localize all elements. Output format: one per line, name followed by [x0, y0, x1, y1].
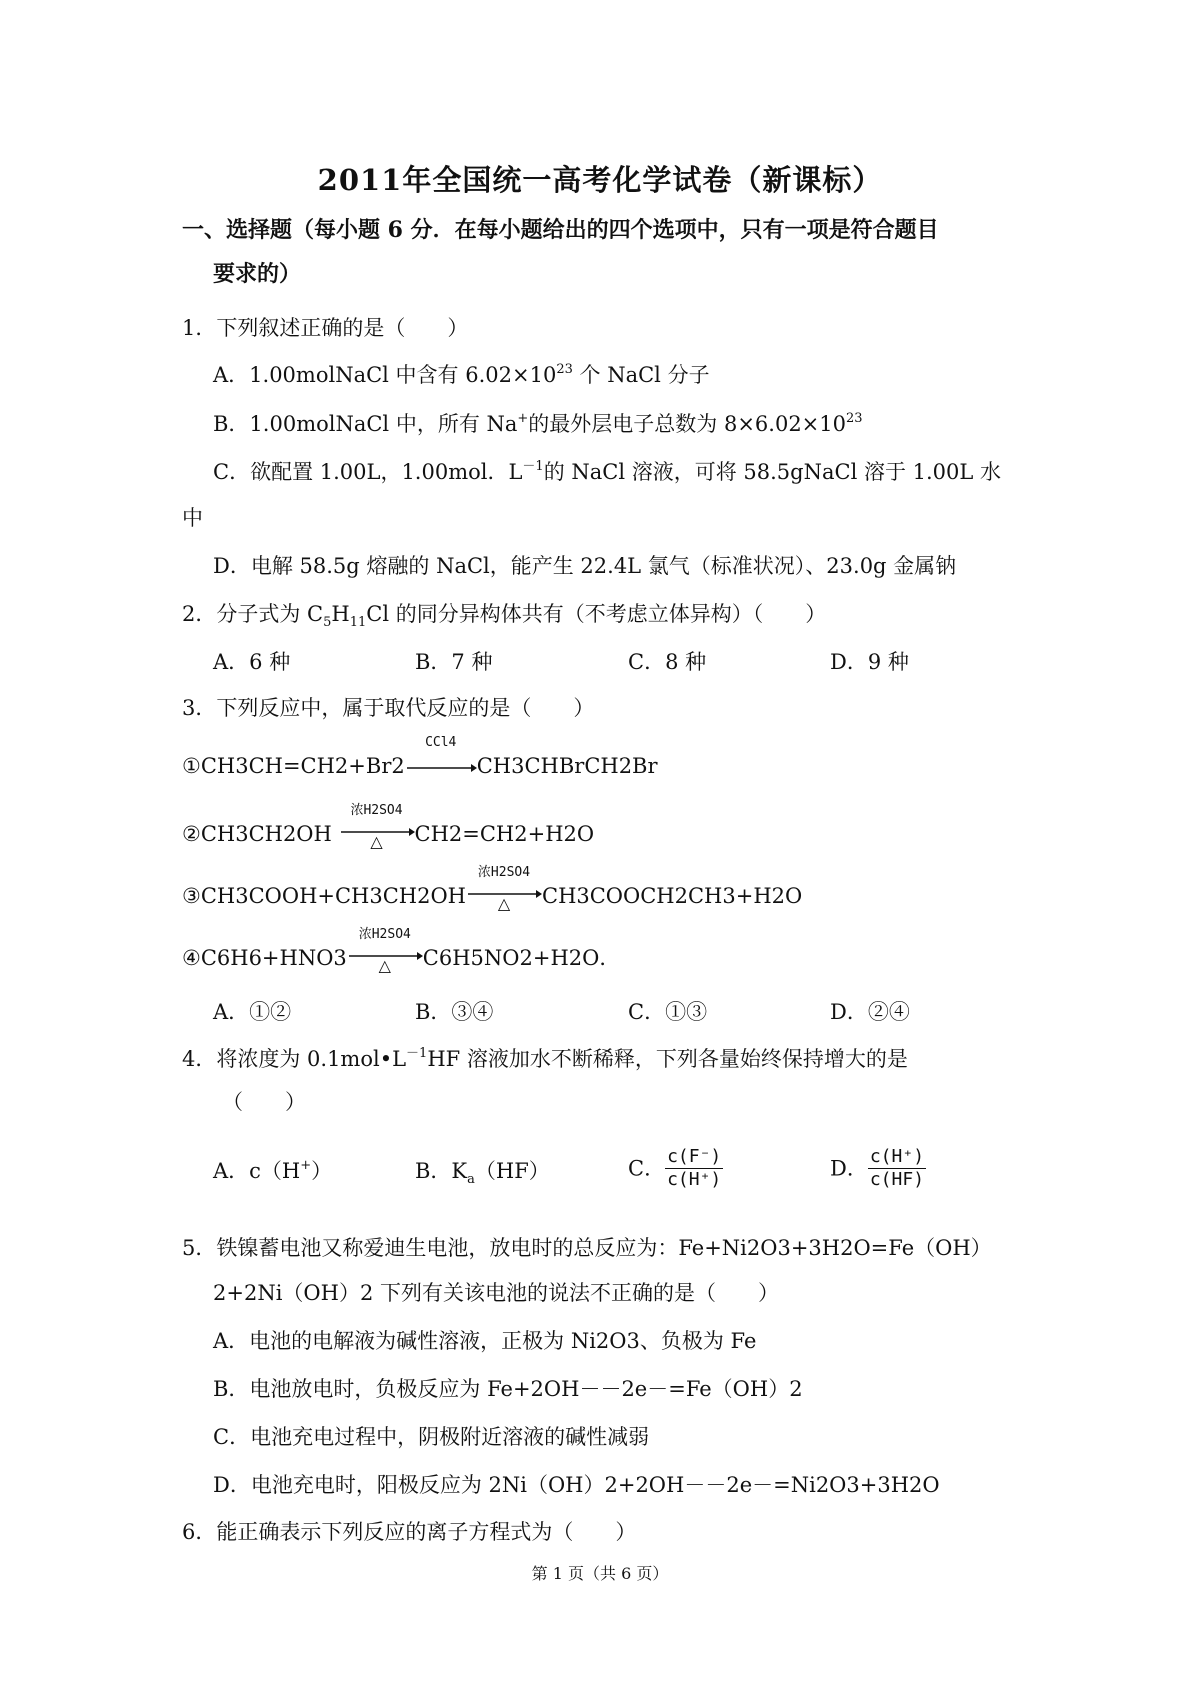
q1-option-a	[213, 361, 710, 389]
reaction-arrow-icon	[347, 926, 423, 975]
q1-a-text-end: 个 NaCl 分子	[572, 363, 710, 387]
q1-option-c	[213, 458, 1001, 486]
q1-c-sup: －1	[522, 459, 544, 474]
q4-stem	[182, 1045, 908, 1073]
q4-a-text-end: ）	[311, 1159, 333, 1183]
q2-stem-h: H	[331, 602, 350, 626]
q2-option-b: B．7 种	[415, 650, 493, 674]
q4-c-fraction	[665, 1146, 723, 1191]
q4-c-denominator: c(H⁺)	[667, 1169, 722, 1190]
q3-option-b: B．③④	[415, 1000, 494, 1024]
q1-b-sup1: +	[517, 411, 529, 426]
q1-option-c-cont: 中	[182, 506, 203, 530]
r1-products: CH3CHBrCH2Br	[476, 754, 658, 778]
q2-sub2: 11	[349, 615, 367, 630]
q1-option-d: D．电解 58.5g 熔融的 NaCl，能产生 22.4L 氯气（标准状况）、23.0g 金属钠	[213, 554, 957, 578]
r3-products: CH3COOCH2CH3+H2O	[542, 884, 803, 908]
q5-option-a: A．电池的电解液为碱性溶液，正极为 Ni2O3、负极为 Fe	[213, 1329, 757, 1353]
q2-option-c: C．8 种	[628, 650, 707, 674]
heat-icon: △	[370, 831, 383, 851]
q2-option-a: A．6 种	[213, 650, 291, 674]
reaction-arrow-icon	[466, 864, 542, 913]
q4-a-sup: +	[300, 1158, 312, 1173]
q1-stem: 1．下列叙述正确的是（ ）	[182, 316, 469, 340]
q4-stem-text: 4．将浓度为 0.1mol•L	[182, 1047, 407, 1071]
q3-reaction-4	[182, 926, 621, 975]
q4-a-text: A．c（H	[213, 1159, 301, 1183]
q3-reaction-2	[182, 802, 595, 851]
exam-title: 2011年全国统一高考化学试卷（新课标）	[317, 163, 883, 197]
q4-c-numerator: c(F⁻)	[667, 1146, 722, 1167]
q4-paren: （ ）	[222, 1090, 306, 1114]
q4-d-fraction	[868, 1146, 926, 1191]
q4-b-text-end: （HF）	[474, 1159, 550, 1183]
heat-icon: △	[378, 955, 391, 975]
r2-condition: 浓H2SO4	[350, 802, 403, 818]
reaction-arrow-icon	[339, 802, 415, 851]
q2-sub1: 5	[323, 615, 332, 630]
q5-stem: 5．铁镍蓄电池又称爱迪生电池，放电时的总反应为：Fe+Ni2O3+3H2O=Fe（OH）	[182, 1236, 992, 1260]
r4-condition: 浓H2SO4	[358, 926, 411, 942]
q4-c-label: C．	[628, 1156, 666, 1181]
q4-option-a	[213, 1157, 332, 1185]
q2-stem	[182, 600, 826, 628]
r4-reactants: ④C6H6+HNO3	[182, 946, 347, 970]
q1-c-text-end: 的 NaCl 溶液，可将 58.5gNaCl 溶于 1.00L 水	[543, 460, 1002, 484]
q3-stem: 3．下列反应中，属于取代反应的是（ ）	[182, 696, 595, 720]
q5-option-c: C．电池充电过程中，阴极附近溶液的碱性减弱	[213, 1425, 650, 1449]
reaction-arrow-icon	[405, 734, 477, 782]
q1-option-b	[213, 410, 863, 438]
q1-a-text: A．1.00molNaCl 中含有 6.02×10	[213, 363, 557, 387]
q4-option-c	[628, 1146, 723, 1191]
r1-condition: CCl4	[425, 734, 457, 750]
q4-option-b	[415, 1157, 550, 1185]
q4-stem-sup: －1	[406, 1046, 428, 1061]
q4-option-d	[830, 1146, 926, 1191]
r1-reactants: ①CH3CH=CH2+Br2	[182, 754, 405, 778]
q1-b-text-mid: 的最外层电子总数为 8×6.02×10	[528, 412, 847, 436]
q4-d-denominator: c(HF)	[869, 1169, 925, 1190]
q2-stem-text-end: Cl 的同分异构体共有（不考虑立体异构）（ ）	[366, 602, 827, 626]
q2-option-d: D．9 种	[830, 650, 909, 674]
q4-d-label: D．	[830, 1156, 868, 1181]
q6-stem: 6．能正确表示下列反应的离子方程式为（ ）	[182, 1520, 637, 1544]
r2-reactants: ②CH3CH2OH	[182, 822, 332, 846]
q5-option-d: D．电池充电时，阳极反应为 2Ni（OH）2+2OH－－2e－=Ni2O3+3H2O	[213, 1473, 940, 1497]
r3-reactants: ③CH3COOH+CH3CH2OH	[182, 884, 466, 908]
section-heading: 一、选择题（每小题 6 分．在每小题给出的四个选项中，只有一项是符合题目	[182, 217, 939, 243]
r2-products: CH2=CH2+H2O	[414, 822, 595, 846]
q3-option-c: C．①③	[628, 1000, 708, 1024]
q3-option-d: D．②④	[830, 1000, 910, 1024]
q4-d-numerator: c(H⁺)	[869, 1146, 925, 1167]
q4-b-sub: a	[467, 1172, 475, 1187]
q4-b-text: B．K	[415, 1159, 468, 1183]
q1-a-sup: 23	[556, 362, 573, 377]
r3-condition: 浓H2SO4	[477, 864, 531, 880]
q3-reaction-1	[182, 734, 658, 782]
heat-icon: △	[497, 893, 511, 913]
q3-option-a: A．①②	[213, 1000, 292, 1024]
q4-stem-text-end: HF 溶液加水不断稀释，下列各量始终保持增大的是	[427, 1047, 908, 1071]
q1-b-text: B．1.00molNaCl 中，所有 Na	[213, 412, 518, 436]
q3-reaction-3	[182, 864, 803, 913]
q2-stem-text: 2．分子式为 C	[182, 602, 324, 626]
q1-c-text: C．欲配置 1.00L，1.00mol．L	[213, 460, 523, 484]
r4-products: C6H5NO2+H2O．	[422, 946, 621, 970]
page-footer: 第 1 页（共 6 页）	[531, 1564, 669, 1583]
q5-option-b: B．电池放电时，负极反应为 Fe+2OH－－2e－=Fe（OH）2	[213, 1377, 803, 1401]
q1-b-sup2: 23	[846, 411, 863, 426]
section-heading-cont: 要求的）	[213, 261, 302, 287]
q5-stem-cont: 2+2Ni（OH）2 下列有关该电池的说法不正确的是（ ）	[213, 1281, 779, 1305]
